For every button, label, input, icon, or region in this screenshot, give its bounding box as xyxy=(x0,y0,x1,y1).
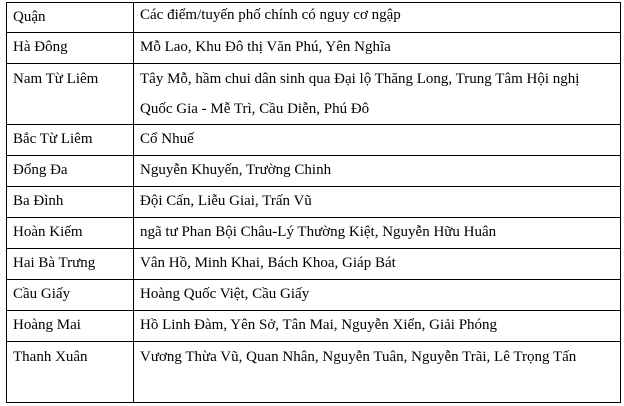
table-row xyxy=(7,280,621,311)
table-header-row xyxy=(7,3,621,33)
zones-cell: Đội Cấn, Liễu Giai, Trấn Vũ xyxy=(134,187,621,218)
zones-cell: Nguyễn Khuyến, Trường Chinh xyxy=(134,156,621,187)
table-row xyxy=(7,64,621,125)
district-cell: Thanh Xuân xyxy=(7,342,134,403)
zones-cell: Hoàng Quốc Việt, Cầu Giấy xyxy=(134,280,621,311)
zones-cell: Tây Mỗ, hầm chui dân sinh qua Đại lộ Thăng Long, Trung Tâm Hội nghị Quốc Gia - Mễ Trì, Cầu Diễn, Phú Đô xyxy=(134,64,621,125)
table-row xyxy=(7,187,621,218)
district-cell: Hai Bà Trưng xyxy=(7,249,134,280)
table-row xyxy=(7,342,621,403)
district-cell: Hoàn Kiếm xyxy=(7,218,134,249)
district-cell: Ba Đình xyxy=(7,187,134,218)
table-row xyxy=(7,156,621,187)
district-cell: Đống Đa xyxy=(7,156,134,187)
zones-cell: Cổ Nhuế xyxy=(134,125,621,156)
zones-cell: Hồ Linh Đàm, Yên Sở, Tân Mai, Nguyễn Xiển, Giải Phóng xyxy=(134,311,621,342)
district-cell: Hà Đông xyxy=(7,33,134,64)
zones-cell: Mỗ Lao, Khu Đô thị Văn Phú, Yên Nghĩa xyxy=(134,33,621,64)
zones-cell: Vương Thừa Vũ, Quan Nhân, Nguyễn Tuân, Nguyễn Trãi, Lê Trọng Tấn xyxy=(134,342,621,403)
flood-risk-table xyxy=(6,2,621,403)
table-row xyxy=(7,125,621,156)
zones-cell: Vân Hồ, Minh Khai, Bách Khoa, Giáp Bát xyxy=(134,249,621,280)
table-row xyxy=(7,33,621,64)
table-row xyxy=(7,218,621,249)
table-row xyxy=(7,249,621,280)
table-row xyxy=(7,311,621,342)
header-district: Quận xyxy=(7,3,134,33)
district-cell: Hoàng Mai xyxy=(7,311,134,342)
district-cell: Cầu Giấy xyxy=(7,280,134,311)
zones-cell: ngã tư Phan Bội Châu-Lý Thường Kiệt, Nguyễn Hữu Huân xyxy=(134,218,621,249)
header-zones: Các điểm/tuyến phố chính có nguy cơ ngập xyxy=(134,3,621,33)
district-cell: Bắc Từ Liêm xyxy=(7,125,134,156)
district-cell: Nam Từ Liêm xyxy=(7,64,134,125)
